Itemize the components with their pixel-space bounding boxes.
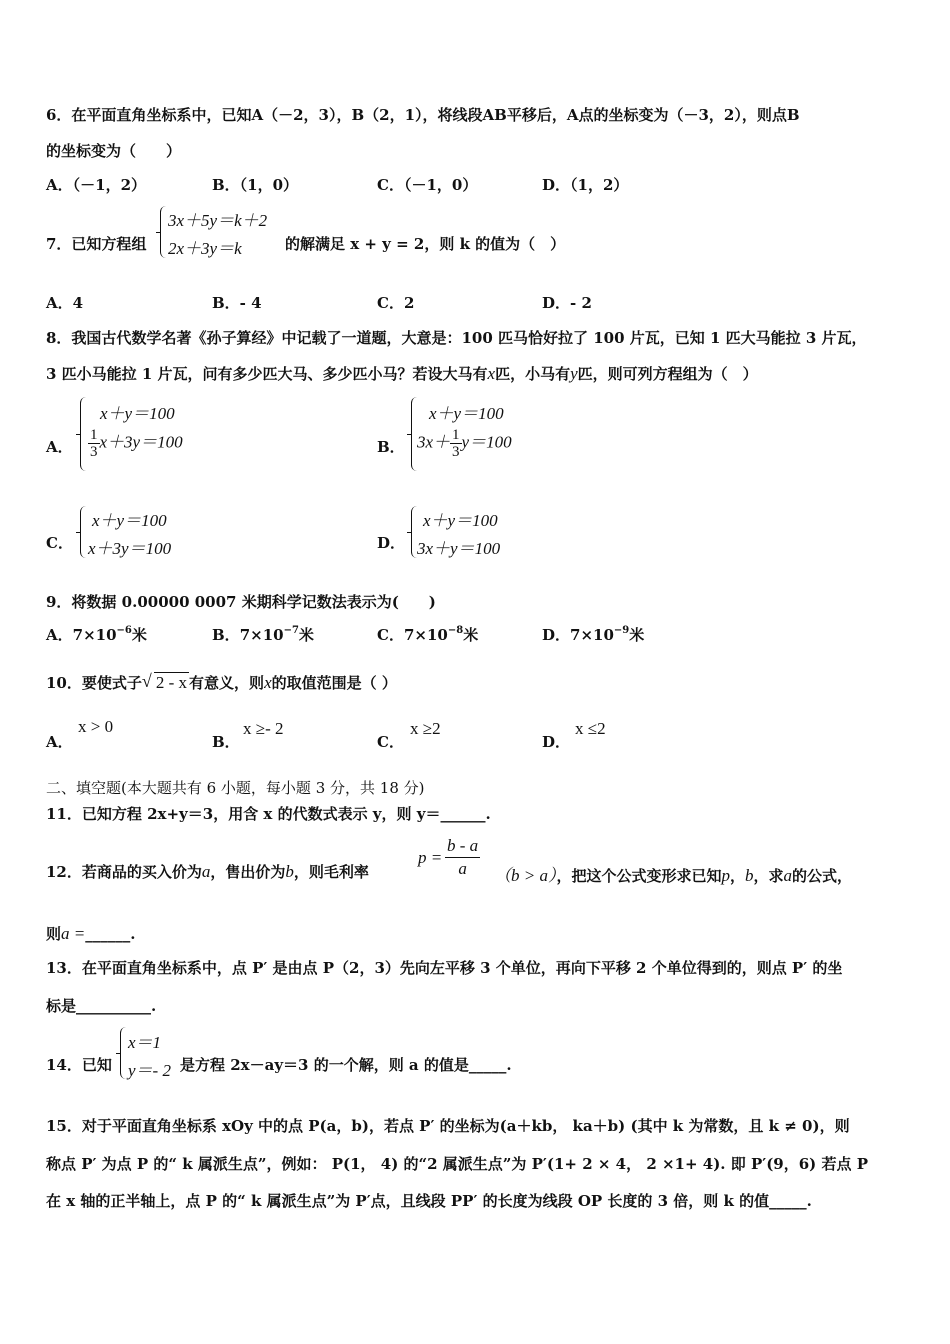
q13-line2: 标是__________.	[46, 997, 157, 1015]
q6-option-c: C．（－1，0）	[377, 176, 478, 194]
q8-option-c-brace	[80, 506, 87, 558]
q8-option-c-system	[80, 506, 210, 560]
q8-line2-part2: 匹，小马有	[495, 365, 571, 383]
q8-option-a-frac-den: 3	[90, 444, 98, 460]
q8-option-c-eq2: x＋3y＝100	[88, 539, 172, 558]
q9-option-a-label: A．	[46, 626, 73, 644]
q8-line2	[46, 363, 758, 384]
q10-option-d-expr: x ≤2	[575, 719, 606, 738]
q12-line2-eq: a =	[61, 924, 86, 943]
q9-option-c	[377, 624, 478, 645]
q12-line2-prefix: 则	[46, 925, 62, 943]
q8-option-a-fraction	[88, 427, 100, 460]
q10-radicand: 2 - x	[155, 673, 188, 692]
q8-option-d-system	[411, 506, 541, 560]
q10-prefix: 10．要使式子	[46, 674, 142, 692]
q8-var-x: x	[487, 364, 496, 383]
q10-suffix: 的取值范围是（ ）	[271, 674, 397, 692]
q12-fraction-body	[445, 835, 480, 880]
q6-option-a: A．（－1，2）	[46, 176, 147, 194]
q8-option-b-eq2-part2: y＝100	[461, 432, 512, 452]
q12-p-eq: p =	[418, 848, 443, 867]
q12-var-b2: b	[745, 866, 754, 885]
q14-eq2: y＝- 2	[128, 1061, 171, 1080]
q8-var-y: y	[570, 364, 578, 383]
q9-option-b	[212, 624, 314, 645]
q8-option-b-label: B．	[377, 438, 405, 456]
q10-var: x	[264, 673, 272, 692]
q7-eq1: 3x＋5y＝k＋2	[168, 211, 268, 230]
q12-line2	[46, 923, 135, 944]
q7-brace	[160, 206, 167, 258]
q9-option-d	[542, 624, 644, 645]
q7-suffix: 的解满足 x + y = 2，则 k 的值为（ ）	[285, 235, 566, 253]
q9-option-d-unit: 米	[629, 626, 645, 644]
q12-part-f: ，求	[753, 867, 784, 885]
q12-var-a: a	[201, 862, 211, 881]
section-2-heading: 二、填空题(本大题共有 6 小题，每小题 3 分，共 18 分)	[46, 779, 425, 797]
q9-option-d-label: D．	[542, 626, 571, 644]
q14-equation-system	[120, 1027, 180, 1081]
q14-prefix: 14．已知	[46, 1056, 112, 1074]
q8-option-a-label: A．	[46, 438, 73, 456]
q8-option-b-fraction	[450, 427, 462, 460]
q9-text: 9．将数据 0.00000 0007 米期科学记数法表示为( )	[46, 593, 436, 611]
q7-option-a: A．4	[46, 294, 84, 312]
q8-option-b-frac-den: 3	[452, 444, 460, 460]
q10-option-c-label: C．	[377, 733, 404, 751]
q12-fraction	[445, 835, 480, 880]
q10-sqrt	[142, 673, 189, 693]
q8-option-b-frac-num: 1	[452, 427, 460, 443]
q10-line	[46, 672, 397, 693]
q10-option-c-expr: x ≥2	[410, 719, 441, 738]
q12-line1	[46, 861, 369, 882]
q12-var-a2: a	[783, 866, 793, 885]
q12-frac-num: b - a	[445, 835, 480, 858]
q14-eq1: x＝1	[128, 1033, 162, 1052]
q12-condition: （b > a）	[494, 866, 557, 885]
q8-option-a-brace	[80, 397, 87, 471]
q12-var-b: b	[285, 862, 294, 881]
q9-option-a-exp: −6	[116, 625, 132, 636]
q12-part-e: ，	[730, 867, 746, 885]
q12-line1-rest	[494, 861, 852, 886]
q8-option-a-frac-num: 1	[90, 427, 98, 443]
q6-option-d: D．（1，2）	[542, 176, 629, 194]
q8-option-a-eq2	[88, 427, 183, 460]
q9-option-a-base: 7×10	[72, 626, 117, 644]
q8-option-b-eq1: x＋y＝100	[429, 404, 504, 423]
q8-line2-part1: 3 匹小马能拉 1 片瓦，问有多少匹大马、多少匹小马？若设大马有	[46, 365, 488, 383]
q8-option-a-system	[80, 397, 220, 473]
q8-option-b-eq2-part1: 3x＋	[417, 432, 451, 452]
q6-option-b: B．（1，0）	[212, 176, 299, 194]
q10-option-a-label: A．	[46, 733, 73, 751]
q12-part-g: 的公式，	[792, 867, 853, 885]
q8-option-a-eq2-text: x＋3y＝100	[99, 432, 183, 452]
q7-option-d: D．- 2	[542, 294, 592, 312]
q8-line2-part3: 匹，则可列方程组为（ ）	[577, 365, 758, 383]
q10-option-b-expr: x ≥- 2	[243, 719, 284, 738]
q6-line2: 的坐标变为（ ）	[46, 142, 182, 160]
q10-sqrt-icon: √	[141, 671, 152, 691]
q12-part-b: ，售出价为	[210, 863, 286, 881]
q8-option-b-system	[411, 397, 551, 473]
q8-line1: 8．我国古代数学名著《孙子算经》中记载了一道题，大意是：100 匹马恰好拉了 100 片瓦，已知 1 匹大马能拉 3 片瓦，	[46, 329, 867, 347]
q15-line3: 在 x 轴的正半轴上，点 P 的“ k 属派生点”为 P′点，且线段 PP′ 的长度为线段 OP 长度的 3 倍，则 k 的值_____.	[46, 1192, 812, 1210]
q10-option-d-label: D．	[542, 733, 571, 751]
q10-option-a-expr: x > 0	[78, 717, 114, 736]
q14-brace	[120, 1027, 127, 1079]
q9-option-c-label: C．	[377, 626, 404, 644]
q9-option-b-exp: −7	[283, 625, 299, 636]
q8-option-d-label: D．	[377, 534, 406, 552]
q6-line1: 6．在平面直角坐标系中，已知A（－2，3），B（2，1），将线段AB平移后，A点的坐标变为（－3，2），则点B	[46, 106, 800, 124]
q15-line2: 称点 P′ 为点 P 的“ k 属派生点”，例如： P(1， 4) 的“2 属派生点”为 P′(1+ 2 × 4， 2 ×1+ 4). 即 P′(9，6) 若点 P	[46, 1155, 868, 1173]
q9-option-c-exp: −8	[447, 625, 464, 636]
q7-prefix: 7．已知方程组	[46, 235, 147, 253]
q8-option-d-eq2: 3x＋y＝100	[417, 539, 501, 558]
q12-part-c: ，则毛利率	[293, 863, 369, 881]
q8-option-c-eq1: x＋y＝100	[92, 511, 167, 530]
q14-suffix: 是方程 2x－ay＝3 的一个解，则 a 的值是_____.	[180, 1056, 512, 1074]
q7-option-c: C．2	[377, 294, 415, 312]
q15-line1: 15．对于平面直角坐标系 xOy 中的点 P(a，b)，若点 P′ 的坐标为(a＋kb， ka＋b) (其中 k 为常数，且 k ≠ 0)，则	[46, 1117, 850, 1135]
q9-option-b-unit: 米	[298, 626, 314, 644]
q8-option-d-eq1: x＋y＝100	[423, 511, 498, 530]
q9-option-d-base: 7×10	[570, 626, 614, 644]
q7-option-b: B．- 4	[212, 294, 262, 312]
q10-mid: 有意义，则	[189, 674, 265, 692]
q12-var-p: p	[721, 866, 730, 885]
q12-part-d: ，把这个公式变形求已知	[556, 867, 722, 885]
q12-line2-blank: ______.	[85, 925, 136, 943]
q9-option-c-unit: 米	[463, 626, 479, 644]
q7-equation-system	[160, 206, 290, 260]
q8-option-b-eq2	[417, 427, 512, 460]
q9-option-a	[46, 624, 147, 645]
q8-option-a-eq1: x＋y＝100	[100, 404, 175, 423]
q9-option-b-label: B．	[212, 626, 240, 644]
q9-option-a-unit: 米	[131, 626, 147, 644]
q11-text: 11．已知方程 2x+y＝3，用含 x 的代数式表示 y，则 y＝______.	[46, 805, 491, 823]
q9-option-c-base: 7×10	[403, 626, 448, 644]
q10-option-b-label: B．	[212, 733, 240, 751]
q7-eq2: 2x＋3y＝k	[168, 239, 242, 258]
q9-option-b-base: 7×10	[239, 626, 284, 644]
q13-line1: 13．在平面直角坐标系中，点 P′ 是由点 P（2，3）先向左平移 3 个单位，再向下平移 2 个单位得到的，则点 P′ 的坐	[46, 959, 843, 977]
q8-option-c-label: C．	[46, 534, 73, 552]
q12-frac-den: a	[458, 859, 467, 878]
q12-part-a: 12．若商品的买入价为	[46, 863, 202, 881]
q9-option-d-exp: −9	[613, 625, 630, 636]
